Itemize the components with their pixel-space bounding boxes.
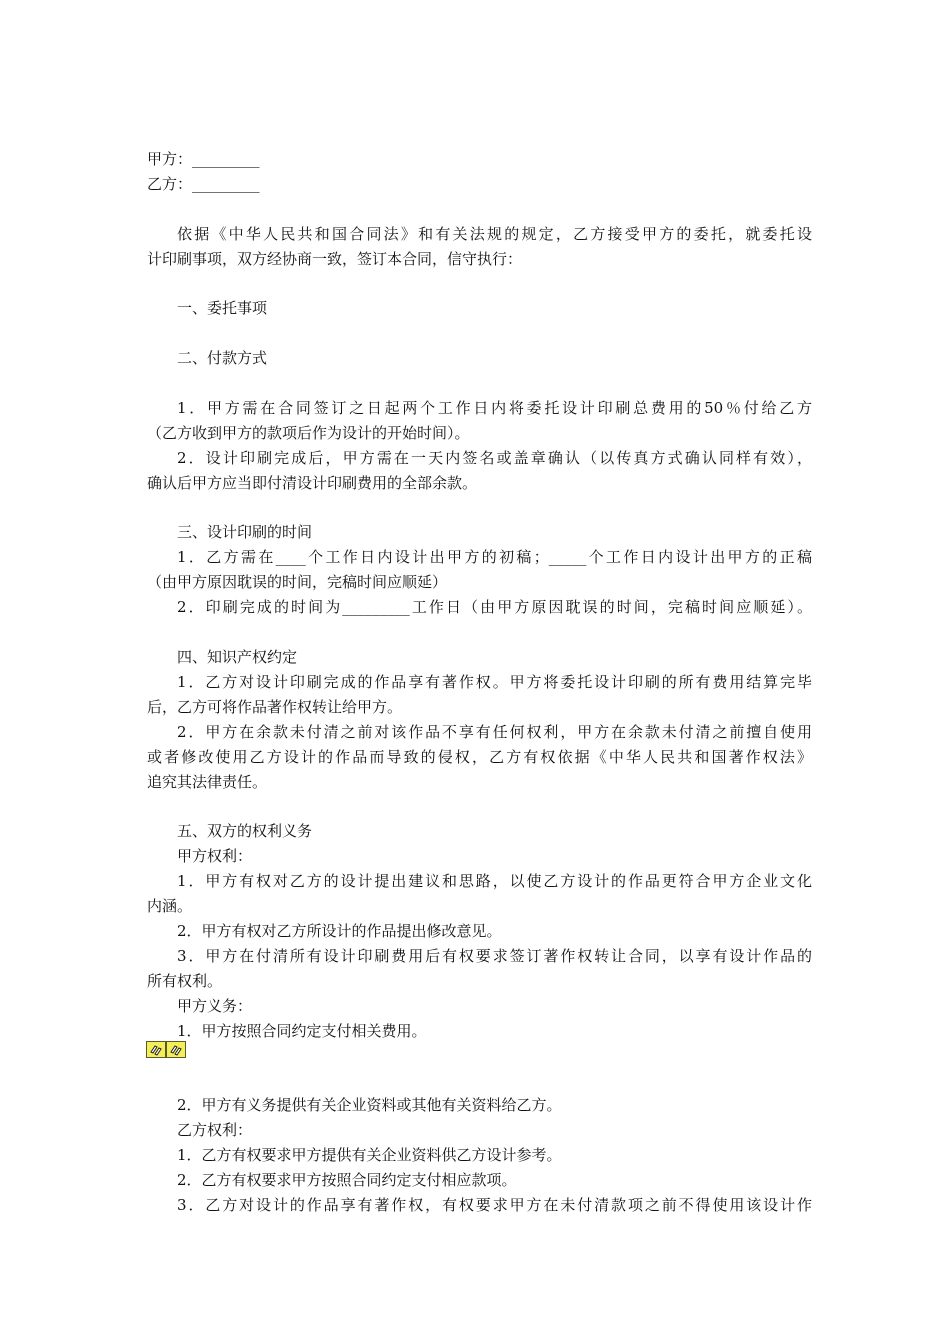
section-4-item-1-cont: 后，乙方可将作品著作权转让给甲方。 [147, 698, 403, 716]
party-a-duty-2: 2．甲方有义务提供有关企业资料或其他有关资料给乙方。 [177, 1096, 562, 1114]
section-4-item-1: 1．乙方对设计印刷完成的作品享有著作权。甲方将委托设计印刷的所有费用结算完毕 [177, 673, 812, 691]
party-a-right-2: 2．甲方有权对乙方所设计的作品提出修改意见。 [177, 922, 502, 940]
section-2-title: 二、付款方式 [177, 349, 268, 367]
section-4-item-2-cont-1: 或者修改使用乙方设计的作品而导致的侵权，乙方有权依据《中华人民共和国著作权法》 [147, 748, 812, 766]
section-2-item-1-cont: （乙方收到甲方的款项后作为设计的开始时间）。 [147, 424, 470, 442]
embedded-object-icons [146, 1041, 186, 1059]
party-a-right-3: 3．甲方在付清所有设计印刷费用后有权要求签订著作权转让合同，以享有设计作品的 [177, 947, 812, 965]
link-icon[interactable] [166, 1041, 186, 1058]
party-b-right-2: 2．乙方有权要求甲方按照合同约定支付相应款项。 [177, 1171, 517, 1189]
intro-line-1: 依据《中华人民共和国合同法》和有关法规的规定，乙方接受甲方的委托，就委托设 [177, 225, 812, 243]
section-2-item-1: 1．甲方需在合同签订之日起两个工作日内将委托设计印刷总费用的50％付给乙方 [177, 399, 812, 417]
party-a-duty-1: 1．甲方按照合同约定支付相关费用。 [177, 1022, 427, 1040]
section-3-item-1-cont: （由甲方原因耽误的时间，完稿时间应顺延） [147, 573, 448, 591]
section-4-title: 四、知识产权约定 [177, 648, 298, 666]
section-4-item-2: 2．甲方在余款未付清之前对该作品不享有任何权利，甲方在余款未付清之前擅自使用 [177, 723, 812, 741]
intro-line-2: 计印刷事项，双方经协商一致，签订本合同，信守执行： [147, 250, 523, 268]
section-4-item-2-cont-2: 追究其法律责任。 [147, 773, 268, 791]
party-a-line: 甲方：_________ [147, 150, 260, 168]
party-b-right-3: 3．乙方对设计的作品享有著作权，有权要求甲方在未付清款项之前不得使用该设计作 [177, 1196, 812, 1214]
section-3-item-1: 1．乙方需在____个工作日内设计出甲方的初稿；_____个工作日内设计出甲方的正稿 [177, 548, 812, 566]
section-2-item-2: 2．设计印刷完成后，甲方需在一天内签名或盖章确认（以传真方式确认同样有效）， [177, 449, 812, 467]
link-icon[interactable] [146, 1041, 166, 1058]
party-b-right-1: 1．乙方有权要求甲方提供有关企业资料供乙方设计参考。 [177, 1146, 562, 1164]
party-b-rights-label: 乙方权利： [177, 1121, 253, 1139]
party-a-right-1: 1．甲方有权对乙方的设计提出建议和思路，以使乙方设计的作品更符合甲方企业文化 [177, 872, 812, 890]
section-2-item-2-cont: 确认后甲方应当即付清设计印刷费用的全部余款。 [147, 474, 478, 492]
link-icon-glyph [149, 1043, 163, 1057]
link-icon-glyph [169, 1043, 183, 1057]
party-a-duties-label: 甲方义务： [177, 997, 253, 1015]
party-b-line: 乙方：_________ [147, 175, 260, 193]
section-3-item-2: 2．印刷完成的时间为_________工作日（由甲方原因耽误的时间，完稿时间应顺延）。 [177, 598, 812, 616]
section-5-title: 五、双方的权利义务 [177, 822, 313, 840]
section-1-title: 一、委托事项 [177, 299, 268, 317]
party-a-right-3-cont: 所有权利。 [147, 972, 223, 990]
party-a-right-1-cont: 内涵。 [147, 897, 193, 915]
section-3-title: 三、设计印刷的时间 [177, 523, 313, 541]
party-a-rights-label: 甲方权利： [177, 847, 253, 865]
